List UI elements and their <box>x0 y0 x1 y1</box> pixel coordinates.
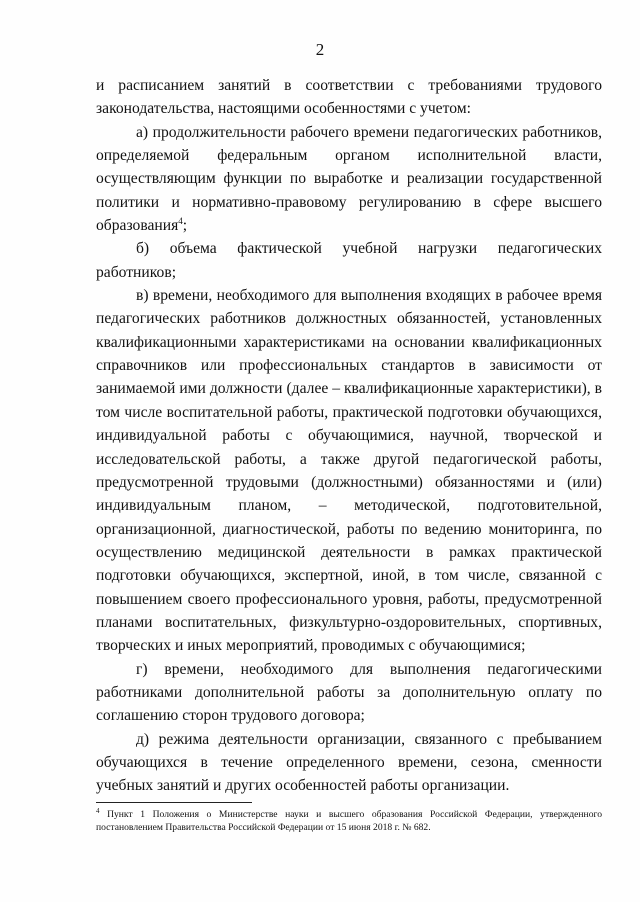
paragraph-item-v <box>96 284 602 658</box>
footnote <box>96 806 602 834</box>
footnote-reference[interactable]: 4 <box>178 215 183 226</box>
paragraph-item-a <box>96 121 602 238</box>
paragraph-text: г) времени, необходимого для выполнения педагогическими работниками дополнительной работы за дополнительную оплату по соглашению сторон трудового договора; <box>96 660 602 725</box>
document-body <box>96 74 602 798</box>
paragraph-item-b <box>96 237 602 284</box>
paragraph-text: и расписанием занятий в соответствии с требованиями трудового законодательства, настоящими особенностями с учетом: <box>96 77 602 118</box>
paragraph-intro <box>96 74 602 121</box>
paragraph-tail: ; <box>182 217 188 235</box>
paragraph-text: б) объема фактической учебной нагрузки педагогических работников; <box>96 240 602 281</box>
page-number: 2 <box>315 40 325 59</box>
paragraph-text: д) режима деятельности организации, связанного с пребыванием обучающихся в течение определенного времени, сезона, сменности учебных занятий и других особенностей работы организации. <box>96 730 602 795</box>
paragraph-text: в) времени, необходимого для выполнения входящих в рабочее время педагогических работников должностных обязанностей, установленных квалификационными характеристиками на основании квалификационных справочников или профессиональных стандартов в зависимости от занимаемой ими должности (далее – квалификационные характеристики), в том числе воспитательной работы, практической подготовки обучающихся, индивидуальной работы с обучающимися, научной, творческой и исследовательской работы, а также другой педагогической работы, предусмотренной трудовыми (должностными) обязанностями и (или) индивидуальным планом, – методической, подготовительной, организационной, диагностической, работы по ведению мониторинга, по осуществлению медицинской деятельности в рамках практической подготовки обучающихся, экспертной, иной, в том числе, связанной с повышением своего профессионального уровня, работы, предусмотренной планами воспитательных, физкультурно-оздоровительных, спортивных, творческих и иных мероприятий, проводимых с обучающимися; <box>96 287 602 655</box>
paragraph-item-g <box>96 658 602 728</box>
footnote-mark: 4 <box>96 806 100 815</box>
footnote-divider <box>96 802 252 803</box>
footnote-text: Пункт 1 Положения о Министерстве науки и высшего образования Российской Федерации, утвержденного постановлением Правительства Российской Федерации от 15 июня 2018 г. № 682. <box>96 809 602 833</box>
paragraph-text: а) продолжительности рабочего времени педагогических работников, определяемой федеральным органом исполнительной власти, осуществляющим функции по выработке и реализации государственной политики и нормативно-правовому регулированию в сфере высшего образования <box>96 123 602 235</box>
paragraph-item-d <box>96 728 602 798</box>
